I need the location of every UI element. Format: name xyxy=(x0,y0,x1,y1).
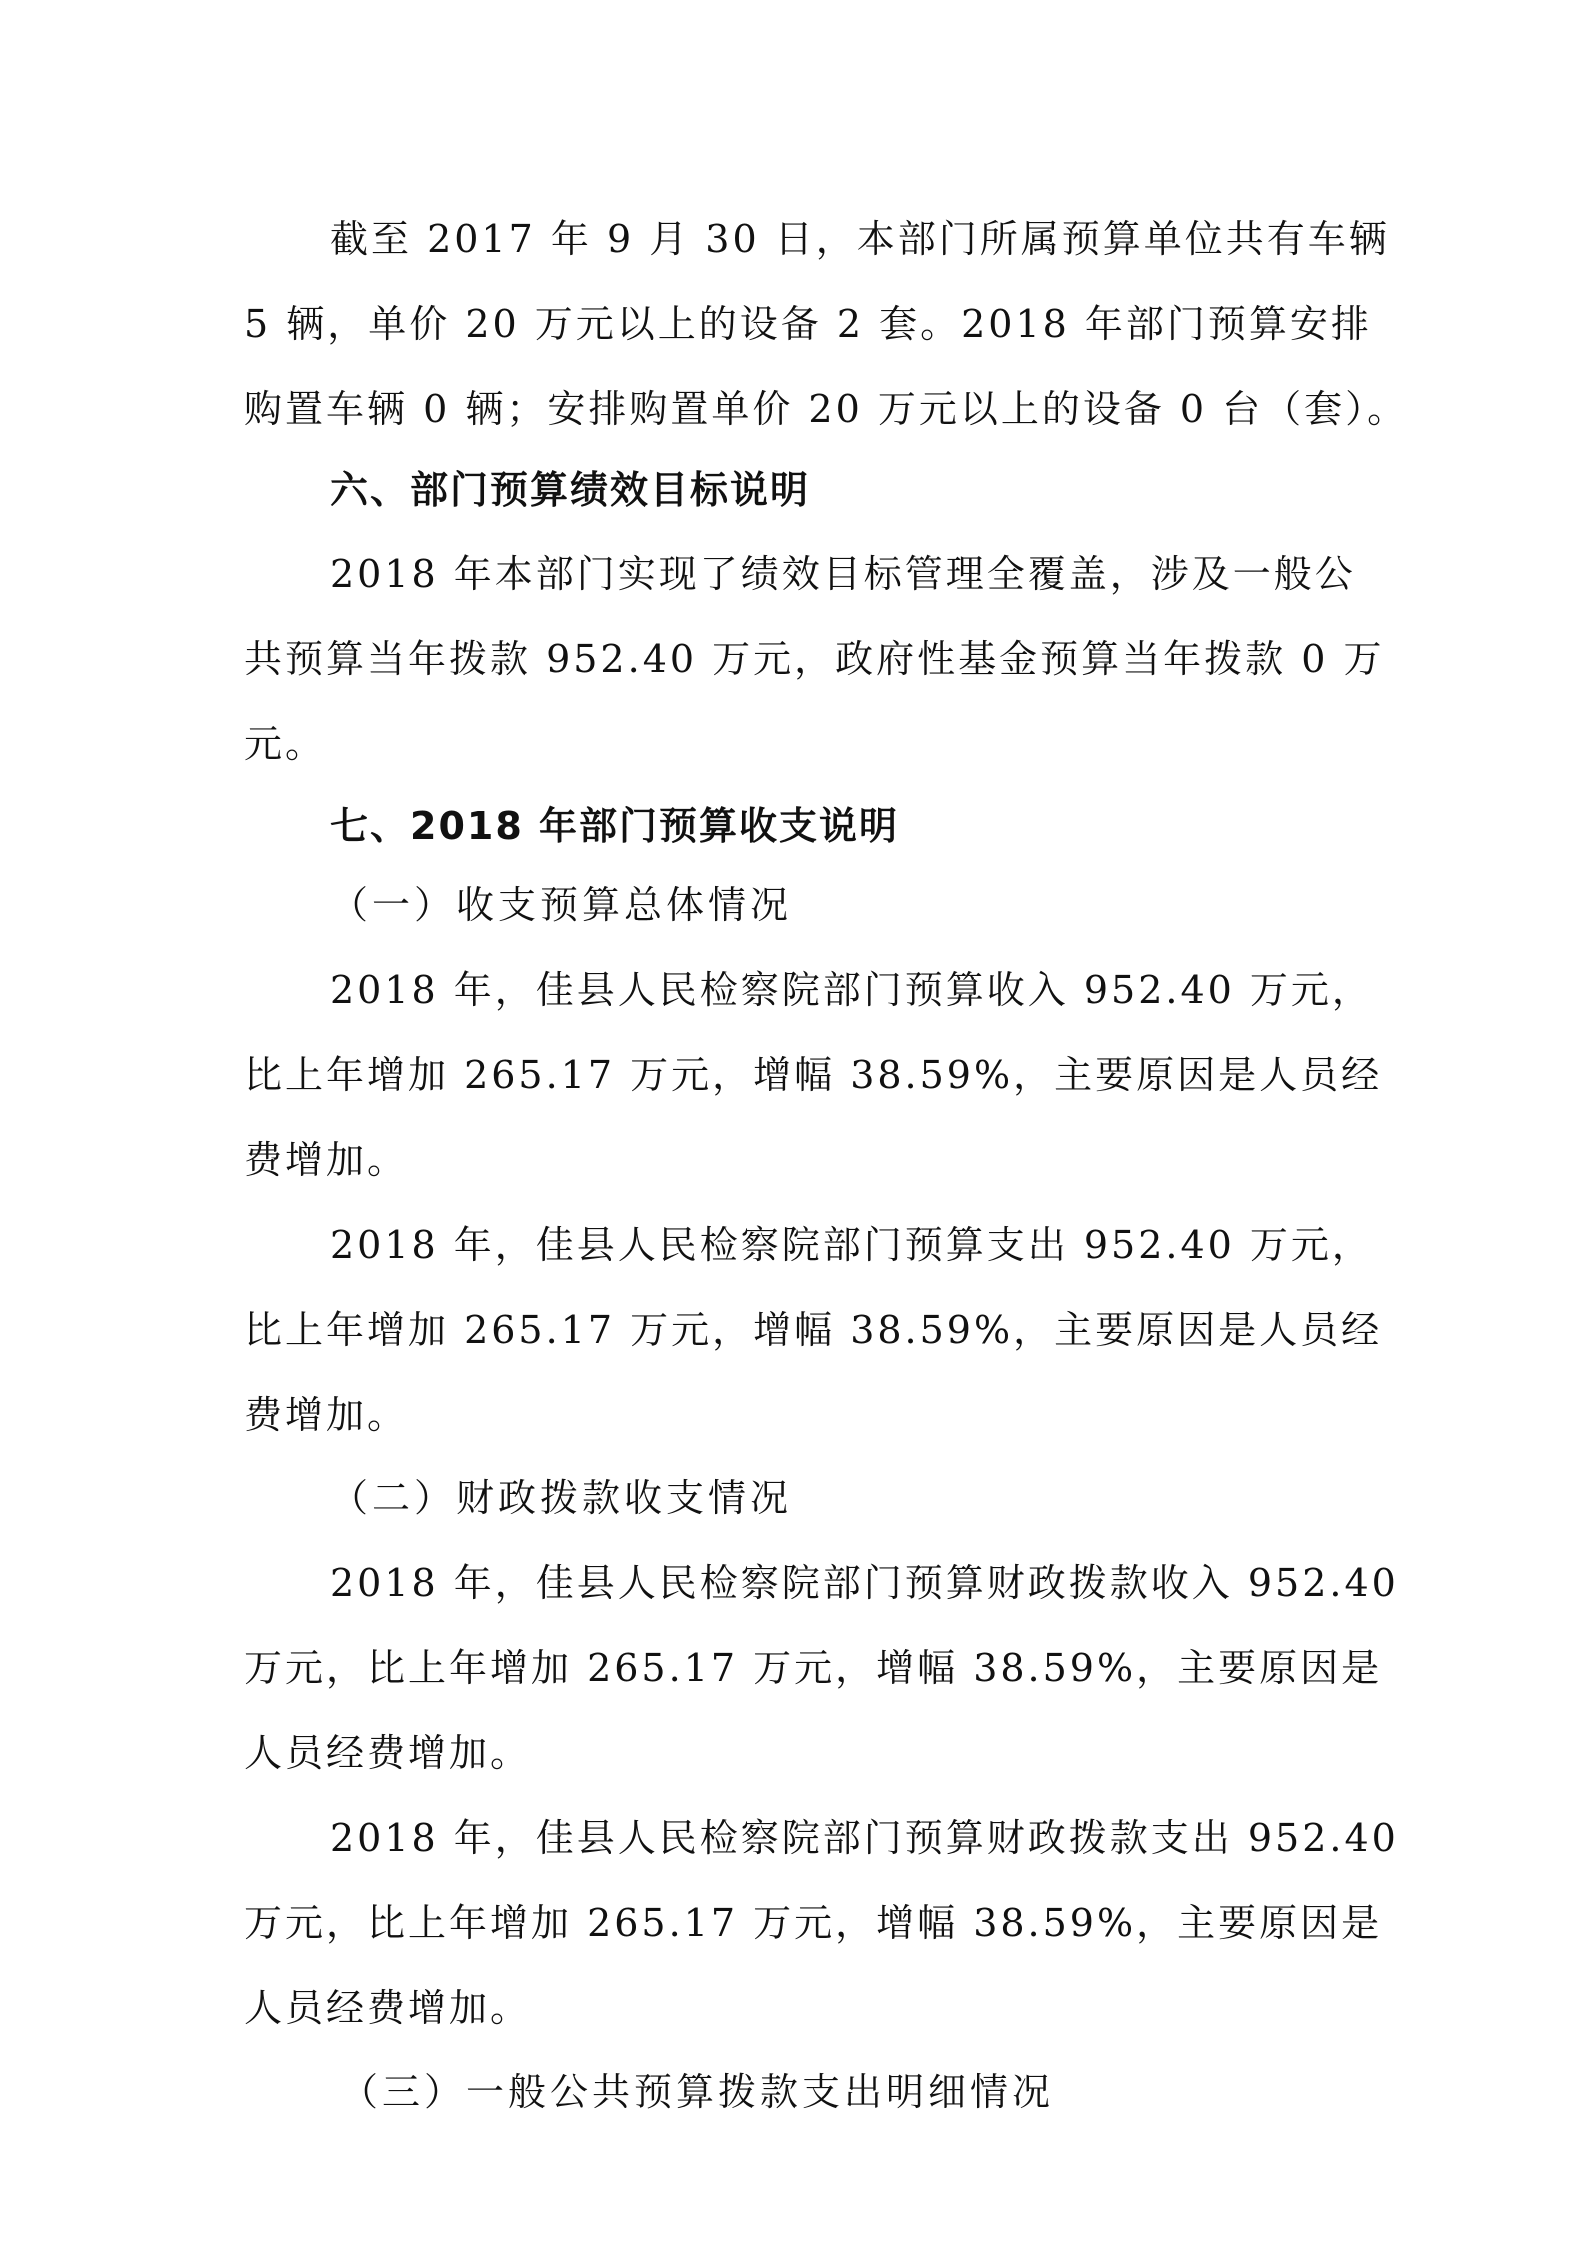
paragraph-income-line-1: 2018 年，佳县人民检察院部门预算收入 952.40 万元， xyxy=(330,968,1373,1012)
paragraph-fiscal-expenditure-line-2: 万元，比上年增加 265.17 万元，增幅 38.59%，主要原因是 xyxy=(244,1901,1383,1945)
paragraph-fiscal-expenditure-line-3: 人员经费增加。 xyxy=(244,1986,532,2030)
subsection-heading-one: （一）收支预算总体情况 xyxy=(330,883,793,927)
paragraph-performance-line-2: 共预算当年拨款 952.40 万元，政府性基金预算当年拨款 0 万 xyxy=(244,637,1385,681)
paragraph-income-line-3: 费增加。 xyxy=(244,1138,409,1182)
paragraph-performance-line-3: 元。 xyxy=(244,722,327,766)
paragraph-vehicles-line-1: 截至 2017 年 9 月 30 日，本部门所属预算单位共有车辆 xyxy=(330,217,1390,261)
paragraph-fiscal-expenditure-line-1: 2018 年，佳县人民检察院部门预算财政拨款支出 952.40 xyxy=(330,1816,1399,1860)
paragraph-expenditure-line-1: 2018 年，佳县人民检察院部门预算支出 952.40 万元， xyxy=(330,1223,1373,1267)
paragraph-expenditure-line-3: 费增加。 xyxy=(244,1393,409,1437)
paragraph-vehicles-line-3: 购置车辆 0 辆；安排购置单价 20 万元以上的设备 0 台（套）。 xyxy=(244,387,1409,431)
paragraph-performance-line-1: 2018 年本部门实现了绩效目标管理全覆盖，涉及一般公 xyxy=(330,552,1356,596)
subsection-heading-two: （二）财政拨款收支情况 xyxy=(330,1476,793,1520)
section-heading-seven: 七、2018 年部门预算收支说明 xyxy=(330,804,899,848)
paragraph-fiscal-income-line-3: 人员经费增加。 xyxy=(244,1731,532,1775)
paragraph-vehicles-line-2: 5 辆，单价 20 万元以上的设备 2 套。2018 年部门预算安排 xyxy=(244,302,1372,346)
paragraph-income-line-2: 比上年增加 265.17 万元，增幅 38.59%，主要原因是人员经 xyxy=(244,1053,1383,1097)
paragraph-expenditure-line-2: 比上年增加 265.17 万元，增幅 38.59%，主要原因是人员经 xyxy=(244,1308,1383,1352)
paragraph-fiscal-income-line-1: 2018 年，佳县人民检察院部门预算财政拨款收入 952.40 xyxy=(330,1561,1399,1605)
subsection-heading-three: （三）一般公共预算拨款支出明细情况 xyxy=(340,2070,1055,2114)
section-heading-six: 六、部门预算绩效目标说明 xyxy=(330,468,811,512)
paragraph-fiscal-income-line-2: 万元，比上年增加 265.17 万元，增幅 38.59%，主要原因是 xyxy=(244,1646,1383,1690)
